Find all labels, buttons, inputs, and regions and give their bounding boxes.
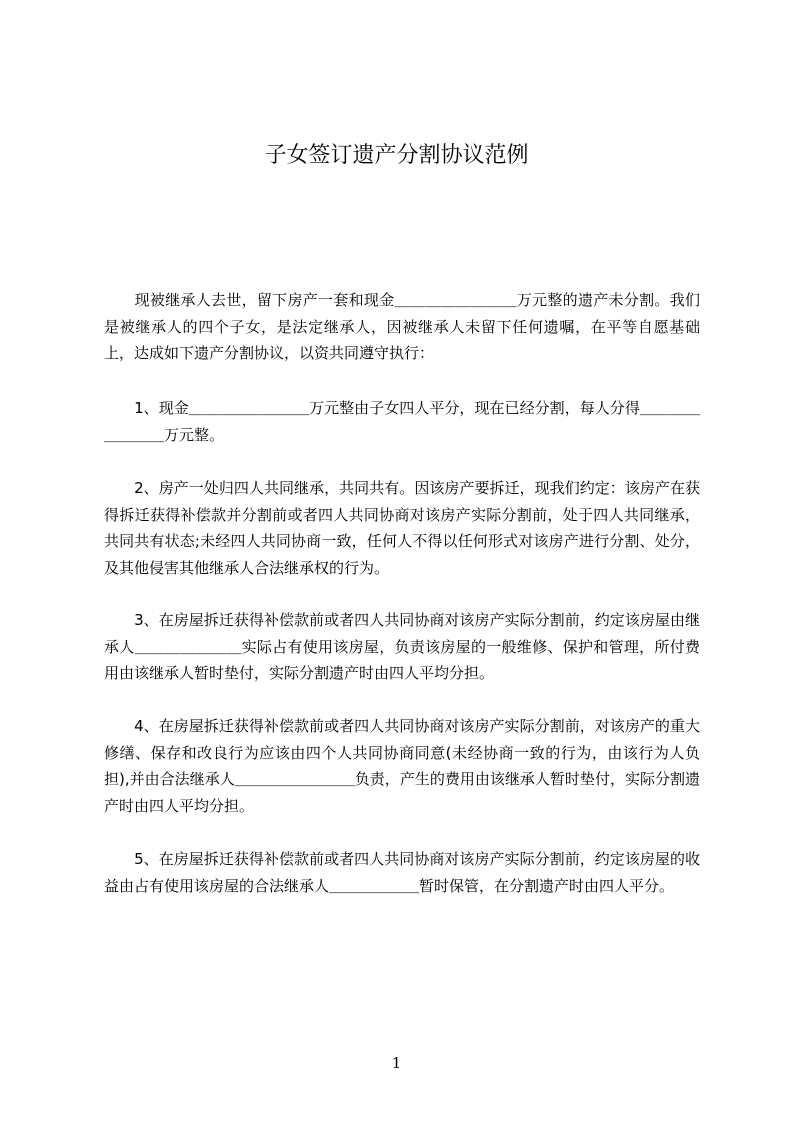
paragraph-clause-2: 2、房产一处归四人共同继承，共同共有。因该房产要拆迁，现我们约定：该房产在获得拆迁获得补偿款并分割前或者四人共同协商对该房产实际分割前，处于四人共同继承，共同共有状态;未经四人共同协商一致，任何人不得以任何形式对该房产进行分割、处分，及其他侵害其他继承人合法继承权的行为。 — [104, 479, 700, 577]
document-title: 子女签订遗产分割协议范例 — [264, 143, 529, 168]
paragraph-clause-4: 4、在房屋拆迁获得补偿款前或者四人共同协商对该房产实际分割前，对该房产的重大修缮、保存和改良行为应该由四个人共同协商同意(未经协商一致的行为，由该行为人负担),并由合法继承人＿＿＿＿＿＿＿＿负责，产生的费用由该继承人暂时垫付，实际分割遗产时由四人平均分担。 — [104, 717, 700, 815]
page-number: 1 — [391, 1054, 402, 1072]
paragraph-clause-3: 3、在房屋拆迁获得补偿款前或者四人共同协商对该房产实际分割前，约定该房屋由继承人＿＿＿＿＿＿＿实际占有使用该房屋，负责该房屋的一般维修、保护和管理，所付费用由该继承人暂时垫付，实际分割遗产时由四人平均分担。 — [104, 611, 700, 682]
paragraph-clause-1: 1、现金＿＿＿＿＿＿＿＿万元整由子女四人平分，现在已经分割，每人分得＿＿＿＿＿＿＿＿万元整。 — [104, 399, 700, 444]
paragraph-clause-5: 5、在房屋拆迁获得补偿款前或者四人共同协商对该房产实际分割前，约定该房屋的收益由占有使用该房屋的合法继承人＿＿＿＿＿＿暂时保管，在分割遗产时由四人平分。 — [104, 850, 700, 895]
paragraph-intro: 现被继承人去世，留下房产一套和现金＿＿＿＿＿＿＿＿万元整的遗产未分割。我们是被继承人的四个子女，是法定继承人，因被继承人未留下任何遗嘱，在平等自愿基础上，达成如下遗产分割协议，以资共同遵守执行： — [104, 291, 700, 362]
